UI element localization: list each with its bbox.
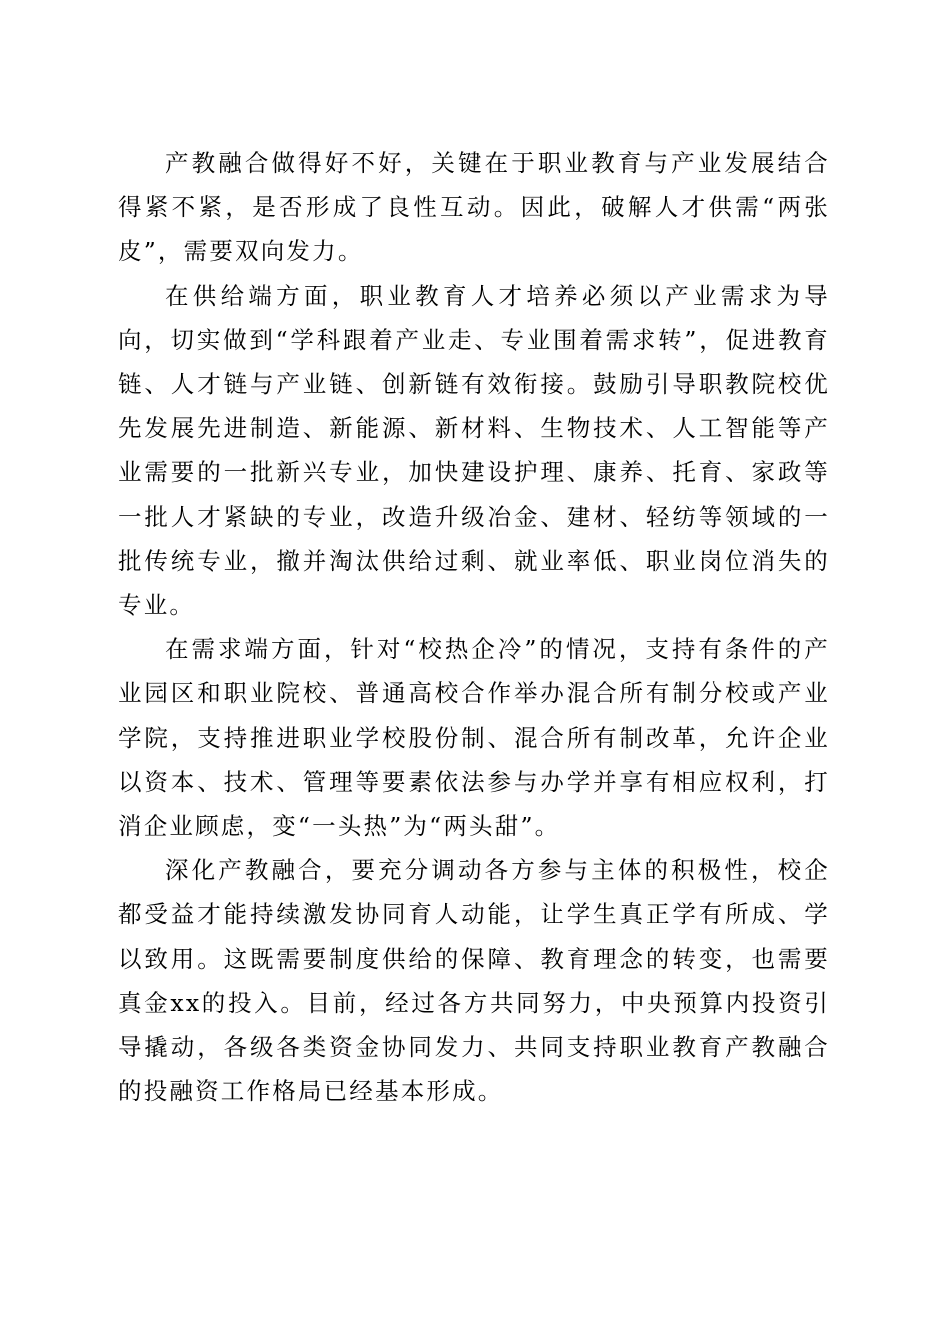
paragraph-4: 深化产教融合，要充分调动各方参与主体的积极性，校企都受益才能持续激发协同育人动能，让学生真正学有所成、学以致用。这既需要制度供给的保障、教育理念的转变，也需要真金xx的投入。目前，经过各方共同努力，中央预算内投资引导撬动，各级各类资金协同发力、共同支持职业教育产教融合的投融资工作格局已经基本形成。 bbox=[118, 856, 830, 1106]
paragraph-3: 在需求端方面，针对“校热企冷”的情况，支持有条件的产业园区和职业院校、普通高校合作举办混合所有制分校或产业学院，支持推进职业学校股份制、混合所有制改革，允许企业以资本、技术、管理等要素依法参与办学并享有相应权利，打消企业顾虑，变“一头热”为“两头甜”。 bbox=[118, 635, 830, 841]
paragraph-2: 在供给端方面，职业教育人才培养必须以产业需求为导向，切实做到“学科跟着产业走、专业围着需求转”，促进教育链、人才链与产业链、创新链有效衔接。鼓励引导职教院校优先发展先进制造、新能源、新材料、生物技术、人工智能等产业需要的一批新兴专业，加快建设护理、康养、托育、家政等一批人才紧缺的专业，改造升级冶金、建材、轻纺等领域的一批传统专业，撤并淘汰供给过剩、就业率低、职业岗位消失的专业。 bbox=[118, 281, 830, 620]
paragraph-1: 产教融合做得好不好，关键在于职业教育与产业发展结合得紧不紧，是否形成了良性互动。因此，破解人才供需“两张皮”，需要双向发力。 bbox=[118, 149, 830, 266]
document-body bbox=[118, 141, 830, 1113]
